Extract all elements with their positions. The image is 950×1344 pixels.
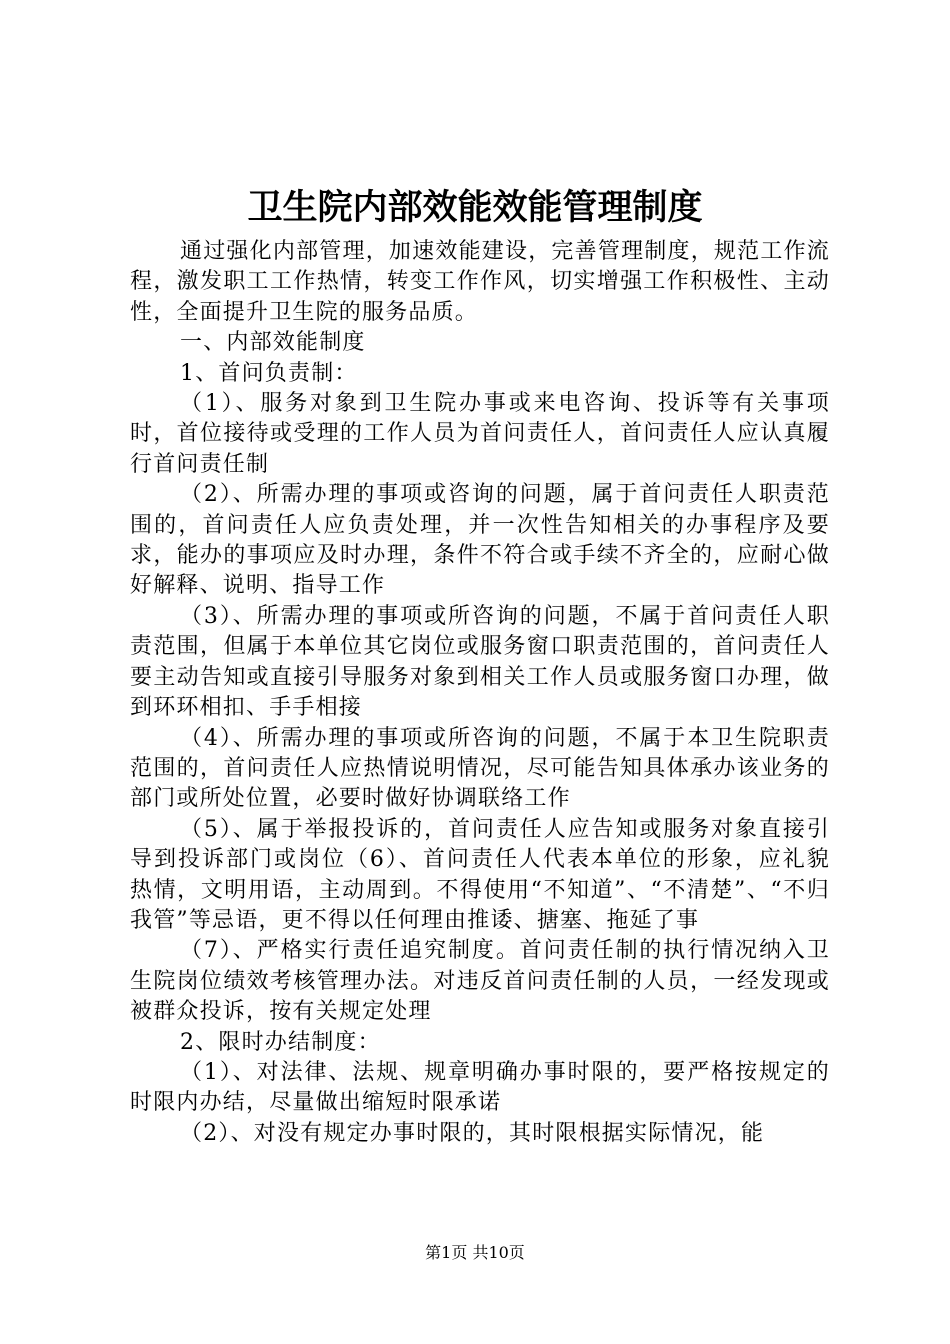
intro-paragraph: 通过强化内部管理，加速效能建设，完善管理制度，规范工作流程，激发职工工作热情，转变工作作风，切实增强工作积极性、主动性，全面提升卫生院的服务品质。 [130,239,830,325]
clause-paragraph: （2）、对没有规定办事时限的，其时限根据实际情况，能 [180,1120,765,1146]
document-title: 卫生院内部效能效能管理制度 [247,188,703,228]
document-body [130,237,830,1149]
clause-paragraph: （1）、服务对象到卫生院办事或来电咨询、投诉等有关事项时，首位接待或受理的工作人员为首问责任人，首问责任人应认真履行首问责任制 [130,391,830,477]
clause-paragraph: （7）、严格实行责任追究制度。首问责任制的执行情况纳入卫生院岗位绩效考核管理办法。对违反首问责任制的人员，一经发现或被群众投诉，按有关规定处理 [130,938,830,1025]
clause-paragraph: （5）、属于举报投诉的，首问责任人应告知或服务对象直接引导到投诉部门或岗位（6）、首问责任人代表本单位的形象，应礼貌热情，文明用语，主动周到。不得使用“不知道”、“不清楚”、“不归我管”等忌语，更不得以任何理由推诿、搪塞、拖延了事 [130,816,830,933]
clause-paragraph: （4）、所需办理的事项或所咨询的问题，不属于本卫生院职责范围的，首问责任人应热情说明情况，尽可能告知具体承办该业务的部门或所处位置，必要时做好协调联络工作 [130,725,830,812]
section-heading: 一、内部效能制度 [180,330,366,356]
clause-paragraph: （1）、对法律、法规、规章明确办事时限的，要严格按规定的时限内办结，尽量做出缩短时限承诺 [130,1059,830,1116]
clause-paragraph: （3）、所需办理的事项或所咨询的问题，不属于首问责任人职责范围，但属于本单位其它岗位或服务窗口职责范围的，首问责任人要主动告知或直接引导服务对象到相关工作人员或服务窗口办理，做到环环相扣、手手相接 [130,603,830,721]
subsection-heading: 1、首问负责制： [180,360,358,386]
clause-paragraph: （2）、所需办理的事项或咨询的问题，属于首问责任人职责范围的，首问责任人应负责处理，并一次性告知相关的办事程序及要求，能办的事项应及时办理，条件不符合或手续不齐全的，应耐心做好解释、说明、指导工作 [130,482,830,599]
subsection-heading: 2、限时办结制度： [180,1029,381,1055]
page-footer: 第1页 共10页 [425,1243,525,1262]
